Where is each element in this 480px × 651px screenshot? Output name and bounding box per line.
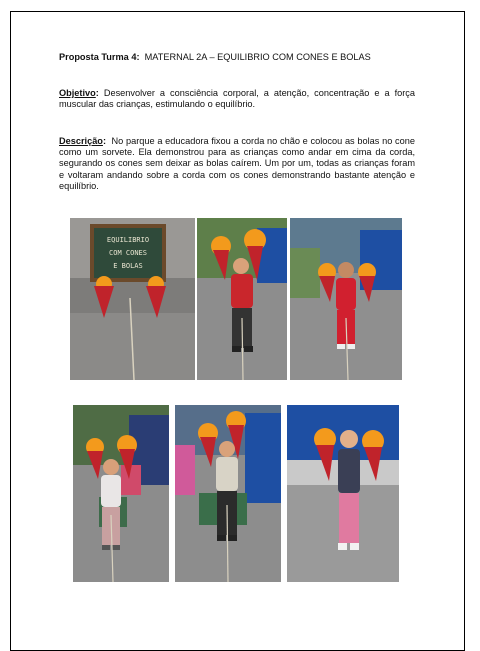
description-label: Descrição bbox=[59, 136, 103, 146]
photo-chalkboard-cones bbox=[70, 218, 195, 380]
proposal-label: Proposta Turma 4 bbox=[59, 52, 137, 62]
photo-child-5 bbox=[287, 405, 399, 582]
objective-label: Objetivo bbox=[59, 88, 96, 98]
objective-paragraph: Objetivo: Desenvolver a consciência corporal, a atenção, concentração e a força muscular das crianças, estimulando o equilíbrio. bbox=[59, 88, 415, 110]
description-text: No parque a educadora fixou a corda no chão e colocou as bolas no cone como um sorvete. Ela demonstrou para as crianças como andar em cima da corda, segurando os cones sem deixar as bolas caírem. Um por um, todas as crianças foram e voltaram andando sobre a corda com os cones demonstrando bastante atenção e equilíbrio. bbox=[59, 136, 415, 191]
description-paragraph: Descrição: No parque a educadora fixou a corda no chão e colocou as bolas no cone como um sorvete. Ela demonstrou para as crianças como andar em cima da corda, segurando os cones sem deixar as bolas caírem. Um por um, todas as crianças foram e voltaram andando sobre a corda com os cones demonstrando bastante atenção e equilíbrio. bbox=[59, 136, 415, 191]
proposal-title: MATERNAL 2A – EQUILIBRIO COM CONES E BOLAS bbox=[144, 52, 371, 62]
photo-child-4 bbox=[175, 405, 281, 582]
photo-child-3 bbox=[73, 405, 169, 582]
proposal-line: Proposta Turma 4: MATERNAL 2A – EQUILIBRIO COM CONES E BOLAS bbox=[59, 52, 371, 62]
objective-text: Desenvolver a consciência corporal, a atenção, concentração e a força muscular das crianças, estimulando o equilíbrio. bbox=[59, 88, 415, 110]
chalkboard-line3: E BOLAS bbox=[113, 262, 143, 270]
chalkboard-line2: COM CONES bbox=[109, 249, 147, 257]
photo-child-2 bbox=[290, 218, 402, 380]
chalkboard-line1: EQUILIBRIO bbox=[106, 236, 150, 244]
photo-child-1 bbox=[197, 218, 287, 380]
